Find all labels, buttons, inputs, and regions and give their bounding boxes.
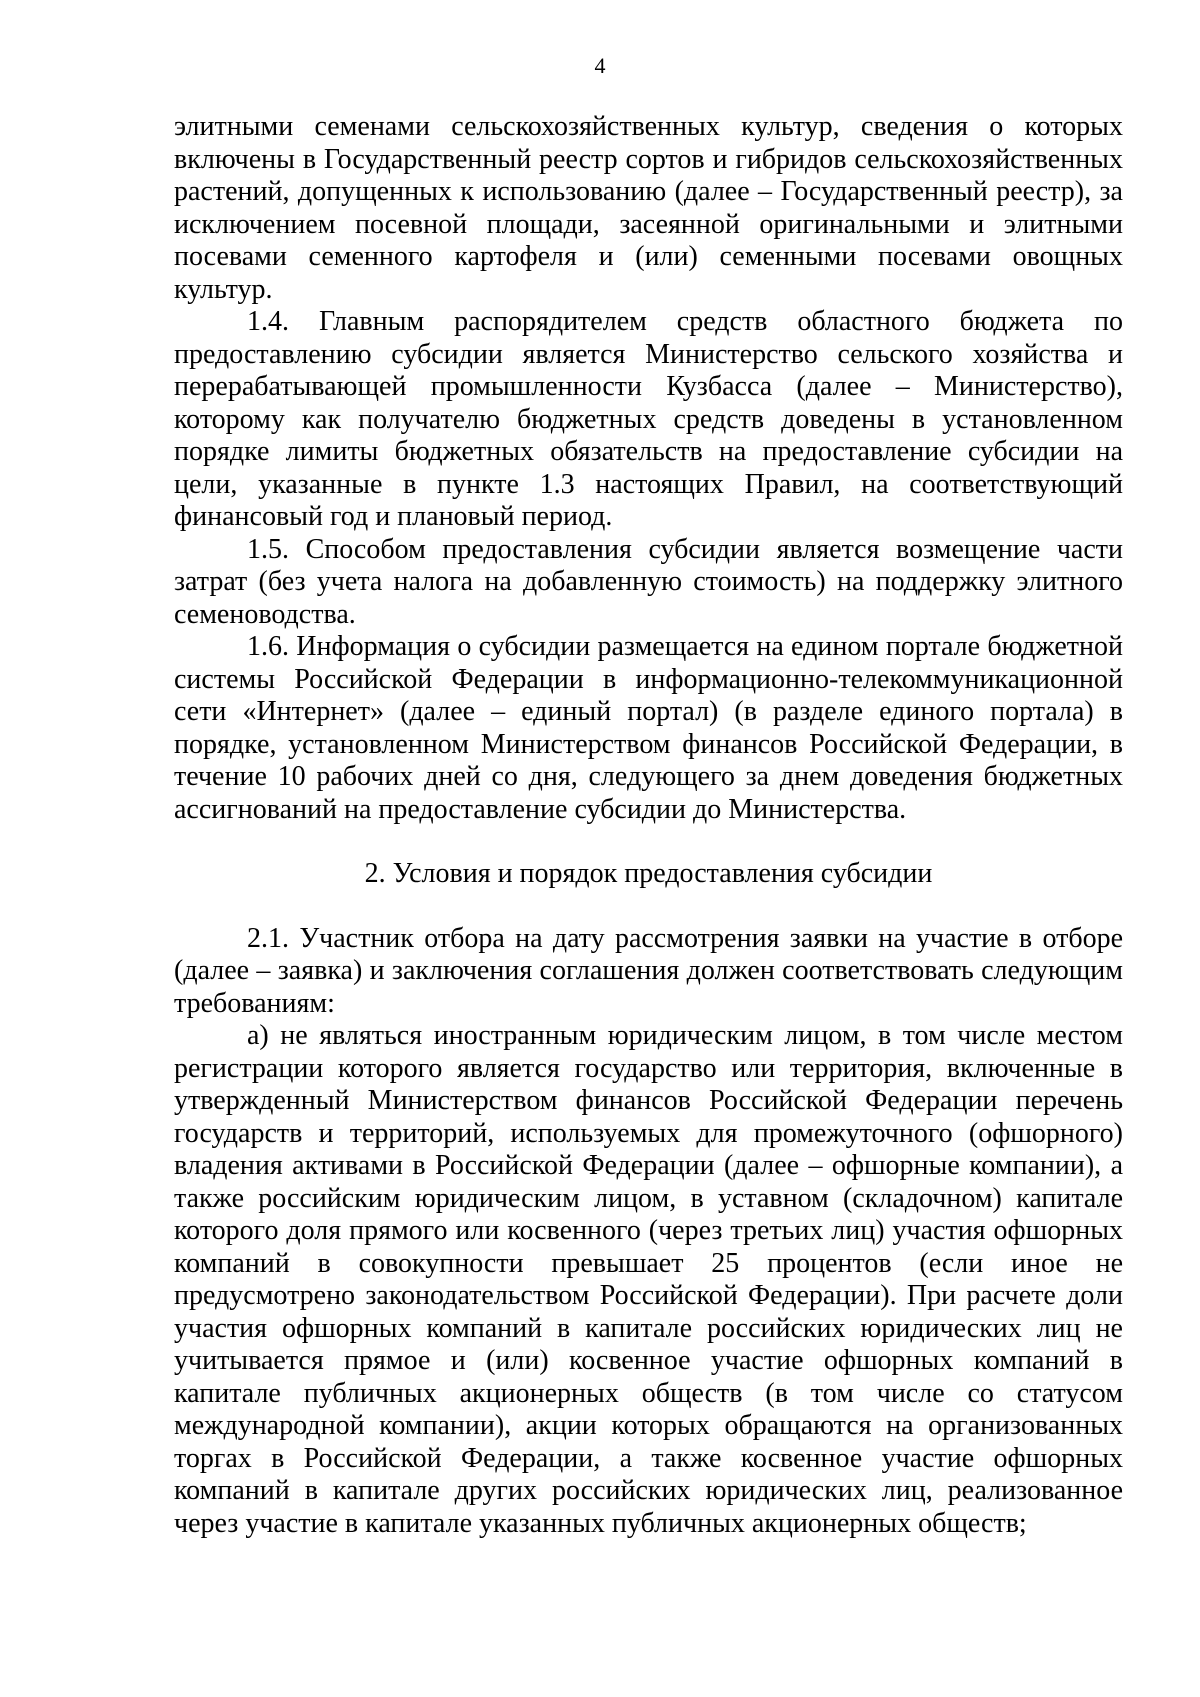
paragraph-1-5: 1.5. Способом предоставления субсидии является возмещение части затрат (без учета налога на добавленную стоимость) на поддержку элитного семеноводства.: [174, 533, 1123, 630]
paragraph-1-4: 1.4. Главным распорядителем средств областного бюджета по предоставлению субсидии является Министерство сельского хозяйства и перерабатывающей промышленности Кузбасса (далее – Министерство), которому как получателю бюджетных средств доведены в установленном порядке лимиты бюджетных обязательств на предоставление субсидии на цели, указанные в пункте 1.3 настоящих Правил, на соответствующий финансовый год и плановый период.: [174, 306, 1123, 532]
paragraph-2-1: 2.1. Участник отбора на дату рассмотрения заявки на участие в отборе (далее – заявка) и заключения соглашения должен соответствовать следующим требованиям:: [174, 922, 1123, 1019]
paragraph-2-1-a: а) не являться иностранным юридическим лицом, в том числе местом регистрации которого является государство или территория, включенные в утвержденный Министерством финансов Российской Федерации перечень государств и территорий, используемых для промежуточного (офшорного) владения активами в Российской Федерации (далее – офшорные компании), а также российским юридическим лицом, в уставном (складочном) капитале которого доля прямого или косвенного (через третьих лиц) участия офшорных компаний в совокупности превышает 25 процентов (если иное не предусмотрено законодательством Российской Федерации). При расчете доли участия офшорных компаний в капитале российских юридических лиц не учитывается прямое и (или) косвенное участие офшорных компаний в капитале публичных акционерных обществ (в том числе со статусом международной компании), акции которых обращаются на организованных торгах в Российской Федерации, а также косвенное участие офшорных компаний в капитале других российских юридических лиц, реализованное через участие в капитале указанных публичных акционерных обществ;: [174, 1020, 1123, 1539]
document-body: [174, 111, 1123, 1540]
paragraph-1-6: 1.6. Информация о субсидии размещается на едином портале бюджетной системы Российской Федерации в информационно-телекоммуникационной сети «Интернет» (далее – единый портал) (в разделе единого портала) в порядке, установленном Министерством финансов Российской Федерации, в течение 10 рабочих дней со дня, следующего за днем доведения бюджетных ассигнований на предоставление субсидии до Министерства.: [174, 631, 1123, 825]
page-number: 4: [594, 53, 606, 78]
paragraph-continuation: элитными семенами сельскохозяйственных культур, сведения о которых включены в Государственный реестр сортов и гибридов сельскохозяйственных растений, допущенных к использованию (далее – Государственный реестр), за исключением посевной площади, засеянной оригинальными и элитными посевами семенного картофеля и (или) семенными посевами овощных культур.: [174, 111, 1123, 305]
section-title: 2. Условия и порядок предоставления субсидии: [364, 858, 933, 889]
